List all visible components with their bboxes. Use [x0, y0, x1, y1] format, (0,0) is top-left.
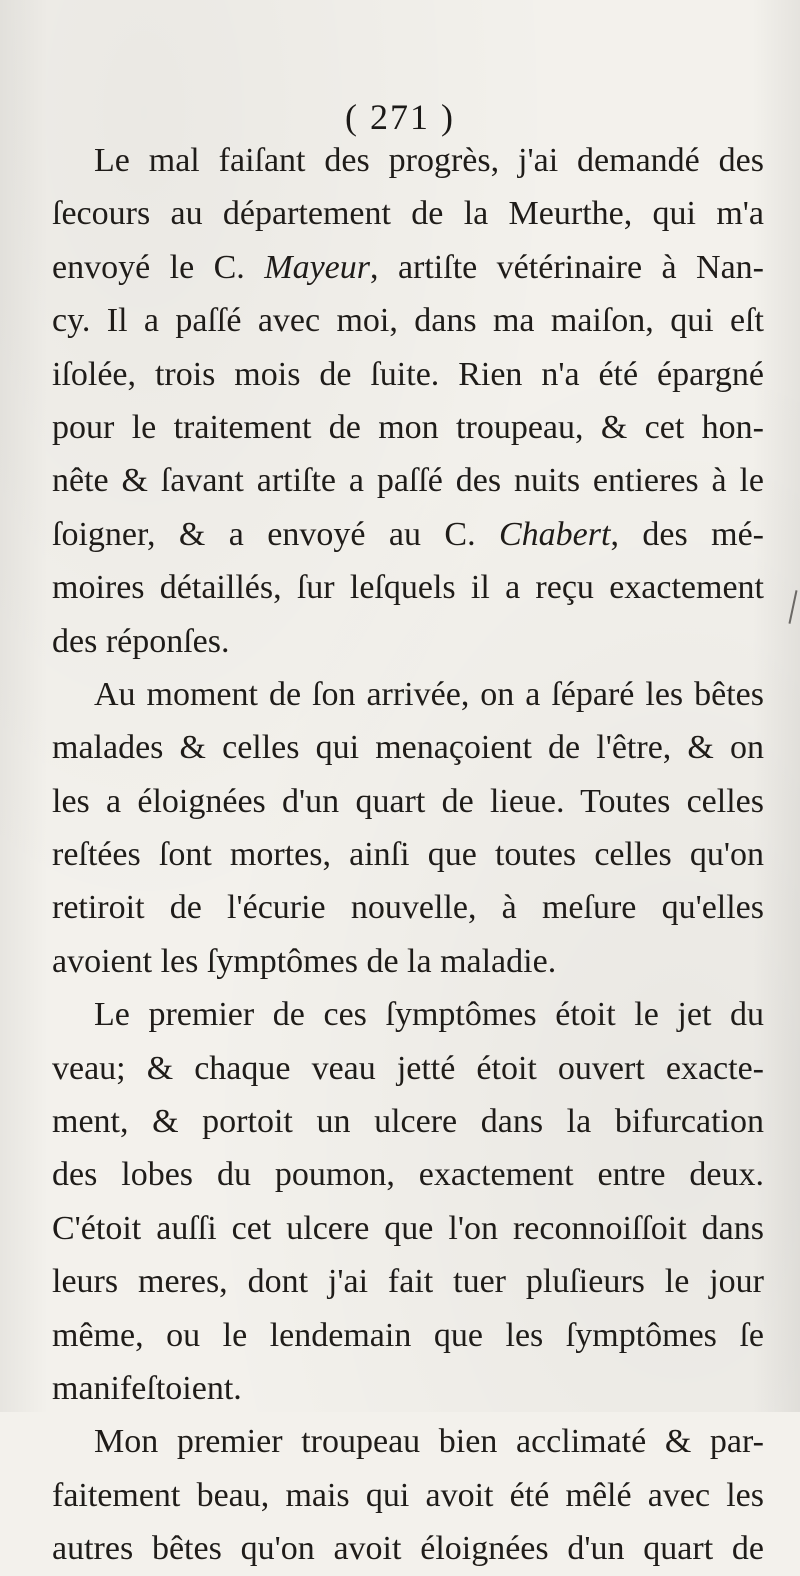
- margin-mark: [788, 590, 797, 624]
- text-line: pour le traitement de mon troupeau, & cet hon-: [52, 408, 764, 446]
- text-line: avoient les ſymptômes de la maladie.: [52, 942, 557, 980]
- text-line: Au moment de ſon arrivée, on a ſéparé les bêtes: [94, 675, 764, 713]
- text-line: envoyé le C. Mayeur, artiſte vétérinaire à Nan-: [52, 248, 764, 286]
- text-line: C'étoit auſſi cet ulcere que l'on reconnoiſſoit dans: [52, 1209, 764, 1247]
- text-line: leurs meres, dont j'ai fait tuer pluſieurs le jour: [52, 1263, 764, 1301]
- text-line: ſecours au département de la Meurthe, qui m'a: [52, 195, 764, 233]
- text-line: même, ou le lendemain que les ſymptômes ſe: [52, 1316, 764, 1354]
- text-line: les a éloignées d'un quart de lieue. Toutes celles: [52, 782, 764, 820]
- text-line: Le mal faiſant des progrès, j'ai demandé des: [94, 142, 764, 179]
- italic-name: Chabert: [499, 515, 611, 553]
- text-line: ment, & portoit un ulcere dans la bifurcation: [52, 1103, 764, 1141]
- text-line: iſolée, trois mois de ſuite. Rien n'a été épargné: [52, 355, 764, 393]
- text-line: nête & ſavant artiſte a paſſé des nuits entieres à le: [52, 462, 764, 500]
- text-line: faitement beau, mais qui avoit été mêlé avec les: [52, 1476, 764, 1514]
- text-line: veau; & chaque veau jetté étoit ouvert exacte-: [52, 1049, 764, 1087]
- page-number: ( 271 ): [345, 97, 455, 137]
- italic-name: Mayeur: [264, 248, 370, 286]
- text-line: Mon premier troupeau bien acclimaté & par-: [94, 1423, 764, 1461]
- text-line: retiroit de l'écurie nouvelle, à meſure qu'elles: [52, 889, 764, 927]
- text-line: autres bêtes qu'on avoit éloignées d'un quart de: [52, 1530, 764, 1568]
- text-line: Le premier de ces ſymptômes étoit le jet du: [94, 996, 764, 1034]
- text-line: des lobes du poumon, exactement entre deux.: [52, 1156, 764, 1194]
- text-line: malades & celles qui menaçoient de l'être, & on: [52, 729, 764, 767]
- text-line: ſoigner, & a envoyé au C. Chabert, des mé-: [52, 515, 764, 553]
- text-line: moires détaillés, ſur leſquels il a reçu exactement: [52, 569, 764, 607]
- text-line: manifeſtoient.: [52, 1369, 242, 1407]
- text-line: cy. Il a paſſé avec moi, dans ma maiſon, qui eſt: [52, 302, 764, 340]
- body-text: [52, 134, 764, 1576]
- text-line: des réponſes.: [52, 622, 230, 660]
- text-line: reſtées ſont mortes, ainſi que toutes celles qu'on: [52, 836, 764, 874]
